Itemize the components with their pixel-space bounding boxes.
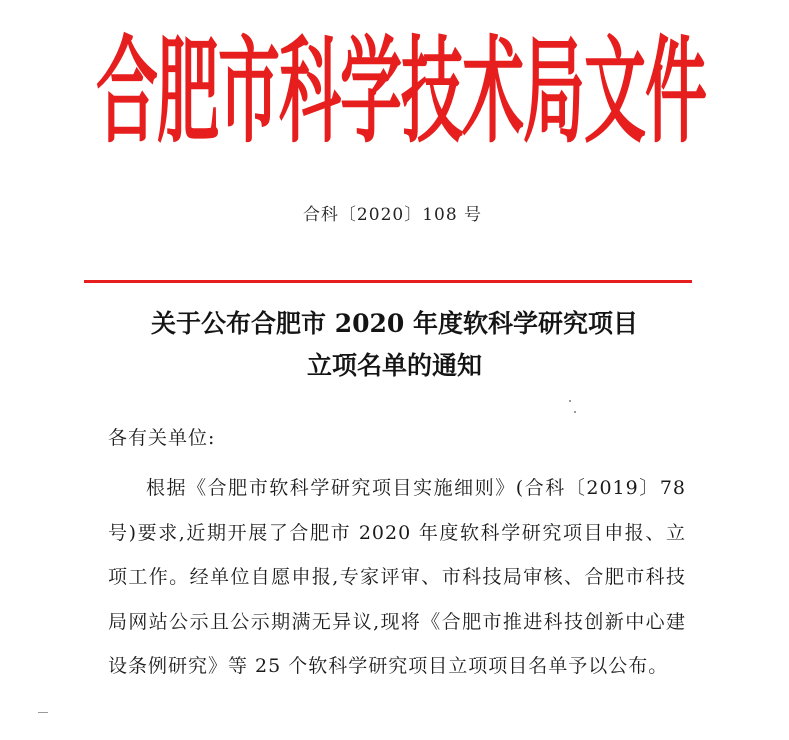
notice-title-line-2: 立项名单的通知 <box>306 351 482 380</box>
red-separator-line <box>84 280 692 283</box>
masthead-title: 合肥市科学技术局文件 <box>96 23 707 159</box>
salutation: 各有关单位: <box>108 427 216 449</box>
scan-mark <box>38 712 48 713</box>
notice-title-line-1: 关于公布合肥市 2020 年度软科学研究项目 <box>151 309 638 338</box>
document-number: 合科〔2020〕108 号 <box>302 205 483 225</box>
scan-speck <box>569 400 571 402</box>
body-paragraph: 根据《合肥市软科学研究项目实施细则》(合科〔2019〕78 号)要求,近期开展了合肥市 2020 年度软科学研究项目申报、立项工作。经单位自愿申报,专家评审、市科技局审核、合肥市科技局网站公示且公示期满无异议,现将《合肥市推进科技创新中心建设条例研究》等 25 个软科学研究项目立项项目名单予以公布。 <box>108 477 686 677</box>
scan-speck <box>574 411 576 413</box>
notice-title <box>0 303 789 387</box>
